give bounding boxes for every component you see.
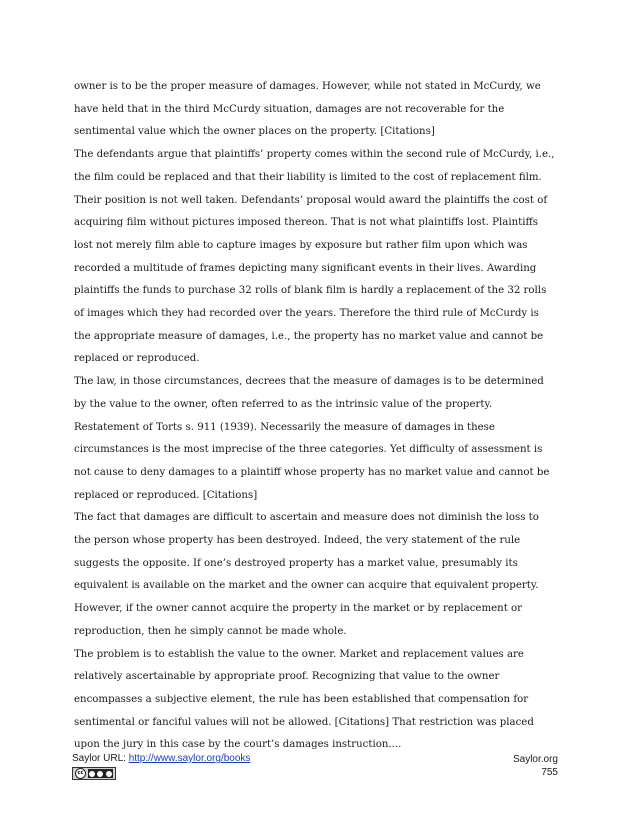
by-icon xyxy=(89,771,95,777)
paragraph-3: The law, in those circumstances, decrees that the measure of damages is to be determined by the value to the owner, often referred to as the intrinsic value of the property. Restatement of Torts s. 911 (1939). Necessarily the measure of damages in these circumstances is the most imprecise of the three categories. Yet difficulty of assessment is not cause to deny damages to a plaintiff whose property has no market value and cannot be replaced or reproduced. [Citations] xyxy=(74,376,550,501)
paragraph-1: owner is to be the proper measure of damages. However, while not stated in McCurdy, we have held that in the third McCurdy situation, damages are not recoverable for the sentimental value which the owner places on the property. [Citations] xyxy=(74,81,541,138)
paragraph-4: The fact that damages are difficult to ascertain and measure does not diminish the loss to the person whose property has been destroyed. Indeed, the very statement of the rule suggests the opposite. If one’s destroyed property has a market value, presumably its equivalent is available on the market and the owner can acquire that equivalent property. However, if the owner cannot acquire the property in the market or by replacement or reproduction, then he simply cannot be made whole. xyxy=(74,512,539,637)
body-text xyxy=(74,76,558,757)
creative-commons-icon xyxy=(72,767,116,780)
sa-icon xyxy=(106,771,112,777)
footer-site-name: Saylor.org xyxy=(512,754,558,765)
license-terms-band xyxy=(88,769,113,778)
footer-url-label: Saylor URL: xyxy=(72,753,129,764)
page-number: 755 xyxy=(541,767,558,778)
nc-icon xyxy=(97,771,103,777)
paragraph-5: The problem is to establish the value to the owner. Market and replacement values are relatively ascertainable by appropriate proof. Recognizing that value to the owner encompasses a subjective element, the rule has been established that compensation for sentimental or fanciful values will not be allowed. [Citations] That restriction was placed upon the jury in this case by the court’s damages instruction.... xyxy=(74,648,534,751)
footer-source xyxy=(72,753,250,764)
footer-site-info xyxy=(513,753,558,779)
footer-url-link[interactable]: http://www.saylor.org/books xyxy=(128,753,251,764)
cc-symbol: cc xyxy=(75,768,86,779)
paragraph-2: The defendants argue that plaintiffs’ property comes within the second rule of McCurdy, i.e., the film could be replaced and that their liability is limited to the cost of replacement film. Their position is not well taken. Defendants’ proposal would award the plaintiffs the cost of acquiring film without pictures imposed thereon. That is not what plaintiffs lost. Plaintiffs lost not merely film able to capture images by exposure but rather film upon which was recorded a multitude of frames depicting many significant events in their lives. Awarding plaintiffs the funds to purchase 32 rolls of blank film is hardly a replacement of the 32 rolls of images which they had recorded over the years. Therefore the third rule of McCurdy is the appropriate measure of damages, i.e., the property has no market value and cannot be replaced or reproduced. xyxy=(74,149,555,365)
